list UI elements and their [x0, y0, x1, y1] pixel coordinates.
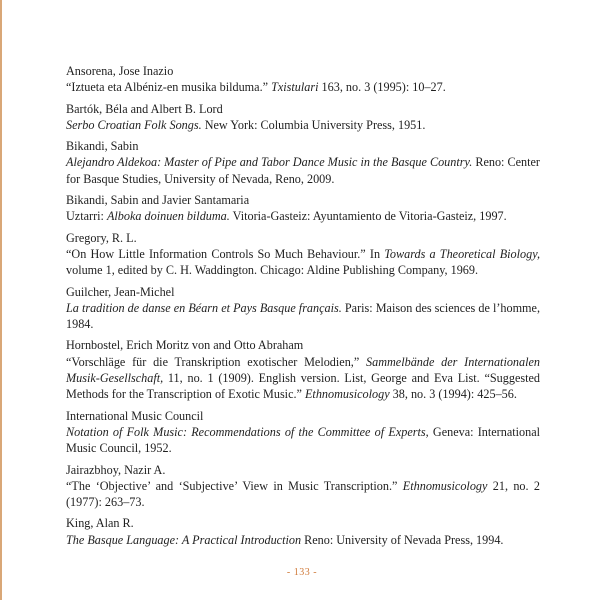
- citation-title-segment: Towards a Theoretical Biology,: [384, 246, 540, 261]
- entry-author: Gregory, R. L.: [66, 230, 137, 245]
- entry-author: Bartók, Béla and Albert B. Lord: [66, 101, 223, 116]
- entry-citation: [66, 154, 540, 187]
- entry-author: Bikandi, Sabin: [66, 139, 139, 154]
- citation-text-segment: Vitoria-Gasteiz: Ayuntamiento de Vitoria-Gasteiz, 1997.: [229, 209, 507, 224]
- citation-text-segment: “The ‘Objective’ and ‘Subjective’ View in Music Transcription.”: [66, 478, 403, 493]
- entry-citation: [66, 478, 540, 511]
- citation-text-segment: New York: Columbia University Press, 1951.: [201, 117, 426, 132]
- citation-title-segment: Alejandro Aldekoa: Master of Pipe and Tabor Dance Music in the Basque Country.: [66, 155, 473, 170]
- bibliography-entry: [66, 284, 540, 333]
- entry-citation: [66, 117, 540, 133]
- bibliography-entry: [66, 192, 540, 225]
- bibliography-entry: [66, 515, 540, 548]
- citation-text-segment: 163, no. 3 (1995): 10–27.: [318, 80, 446, 95]
- bibliography-entry: [66, 101, 540, 134]
- citation-title-segment: Ethnomusicology: [402, 478, 488, 493]
- citation-text-segment: volume 1, edited by C. H. Waddington. Chicago: Aldine Publishing Company, 1969.: [66, 263, 479, 278]
- entry-author: Guilcher, Jean-Michel: [66, 284, 175, 299]
- bibliography-entry: [66, 462, 540, 511]
- entry-citation: [66, 300, 540, 333]
- entry-author: King, Alan R.: [66, 516, 134, 531]
- bibliography-list: [66, 63, 540, 553]
- citation-title-segment: Serbo Croatian Folk Songs.: [66, 117, 202, 132]
- citation-text-segment: “On How Little Information Controls So Much Behaviour.” In: [66, 246, 385, 261]
- entry-citation: [66, 79, 540, 95]
- citation-text-segment: Uztarri:: [66, 209, 107, 224]
- entry-author: Jairazbhoy, Nazir A.: [66, 462, 166, 477]
- citation-title-segment: Txistulari: [271, 80, 319, 95]
- entry-citation: [66, 246, 540, 279]
- entry-author: International Music Council: [66, 408, 204, 423]
- citation-text-segment: Reno: University of Nevada Press, 1994.: [301, 532, 504, 547]
- citation-text-segment: 38, no. 3 (1994): 425–56.: [389, 387, 517, 402]
- citation-title-segment: Ethnomusicology: [304, 387, 390, 402]
- bibliography-entry: [66, 337, 540, 402]
- citation-text-segment: 11, no. 1 (1909). English version. List, George and Eva List. “Suggested Methods for the Transcription of Exotic Music.”: [66, 371, 540, 402]
- entry-author: Hornbostel, Erich Moritz von and Otto Abraham: [66, 338, 304, 353]
- citation-title-segment: The Basque Language: A Practical Introduction: [66, 532, 302, 547]
- citation-text-segment: Paris: Maison des sciences de l’homme, 1984.: [66, 300, 540, 332]
- citation-text-segment: Reno: Center for Basque Studies, University of Nevada, Reno, 2009.: [66, 155, 540, 186]
- citation-title-segment: La tradition de danse en Béarn et Pays Basque français.: [66, 300, 342, 315]
- bibliography-entry: [66, 408, 540, 457]
- bibliography-entry: [66, 63, 540, 96]
- entry-citation: [66, 532, 540, 548]
- citation-title-segment: Sammelbände der Internationalen Musik-Gesellschaft,: [66, 354, 540, 386]
- citation-text-segment: 21, no. 2 (1977): 263–73.: [66, 478, 541, 510]
- citation-text-segment: “Iztueta eta Albéniz-en musika bilduma.”: [66, 80, 272, 95]
- page-number: - 133 -: [286, 567, 318, 578]
- entry-citation: [66, 208, 540, 224]
- citation-title-segment: Notation of Folk Music: Recommendations of the Committee of Experts,: [66, 424, 429, 439]
- citation-text-segment: Geneva: International Music Council, 1952.: [66, 424, 540, 456]
- entry-citation: [66, 424, 540, 457]
- bibliography-entry: [66, 230, 540, 279]
- bibliography-entry: [66, 138, 540, 187]
- citation-title-segment: Alboka doinuen bilduma.: [106, 209, 230, 224]
- entry-author: Bikandi, Sabin and Javier Santamaria: [66, 193, 250, 208]
- entry-author: Ansorena, Jose Inazio: [66, 64, 174, 78]
- entry-citation: [66, 354, 540, 403]
- citation-text-segment: “Vorschläge für die Transkription exotischer Melodien,”: [66, 354, 367, 369]
